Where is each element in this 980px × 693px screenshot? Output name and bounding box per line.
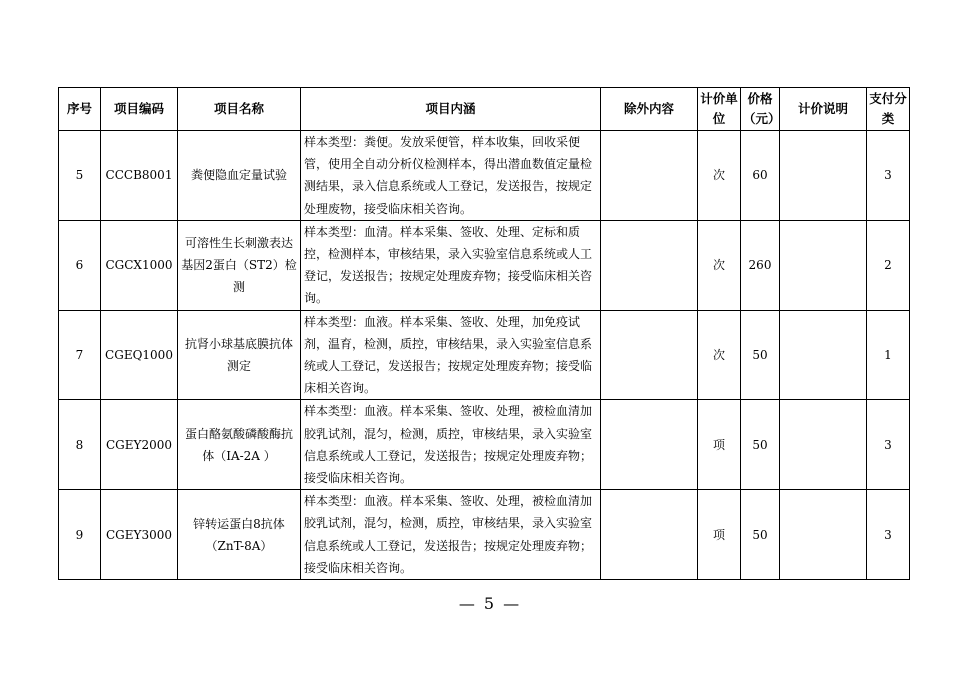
cell-name: 可溶性生长刺激表达基因2蛋白（ST2）检测 bbox=[178, 220, 301, 310]
cell-code: CCCB8001 bbox=[101, 131, 178, 221]
cell-name: 锌转运蛋白8抗体（ZnT-8A） bbox=[178, 490, 301, 580]
cell-note bbox=[780, 490, 867, 580]
cell-unit: 次 bbox=[698, 131, 741, 221]
cell-content: 样本类型：血液。样本采集、签收、处理，加免疫试剂，温育，检测，质控，审核结果，录入实验室信息系统或人工登记，发送报告；按规定处理废弃物；接受临床相关咨询。 bbox=[301, 310, 601, 400]
header-cell: 计价单位 bbox=[698, 88, 741, 131]
cell-note bbox=[780, 400, 867, 490]
cell-content: 样本类型：粪便。发放采便管，样本收集，回收采便管，使用全自动分析仪检测样本，得出潜血数值定量检测结果，录入信息系统或人工登记，发送报告，按规定处理废物，接受临床相关咨询。 bbox=[301, 131, 601, 221]
cell-unit: 项 bbox=[698, 400, 741, 490]
price-table bbox=[58, 87, 910, 580]
cell-pay: 3 bbox=[867, 131, 910, 221]
table-row bbox=[59, 220, 910, 310]
cell-price: 60 bbox=[741, 131, 780, 221]
cell-code: CGEQ1000 bbox=[101, 310, 178, 400]
table-row bbox=[59, 400, 910, 490]
cell-no: 9 bbox=[59, 490, 101, 580]
cell-pay: 2 bbox=[867, 220, 910, 310]
header-cell: 支付分类 bbox=[867, 88, 910, 131]
cell-unit: 次 bbox=[698, 220, 741, 310]
table-row bbox=[59, 131, 910, 221]
cell-note bbox=[780, 220, 867, 310]
header-cell: 除外内容 bbox=[601, 88, 698, 131]
cell-no: 6 bbox=[59, 220, 101, 310]
cell-unit: 次 bbox=[698, 310, 741, 400]
cell-no: 7 bbox=[59, 310, 101, 400]
cell-excluded bbox=[601, 131, 698, 221]
cell-code: CGEY2000 bbox=[101, 400, 178, 490]
page-number: — 5 — bbox=[458, 594, 522, 613]
cell-code: CGCX1000 bbox=[101, 220, 178, 310]
header-row bbox=[59, 88, 910, 131]
cell-no: 5 bbox=[59, 131, 101, 221]
cell-note bbox=[780, 310, 867, 400]
table-row bbox=[59, 490, 910, 580]
header-cell: 项目内涵 bbox=[301, 88, 601, 131]
header-cell: 项目编码 bbox=[101, 88, 178, 131]
cell-pay: 3 bbox=[867, 400, 910, 490]
cell-content: 样本类型：血液。样本采集、签收、处理，被检血清加胶乳试剂，混匀，检测，质控，审核结果，录入实验室信息系统或人工登记，发送报告；按规定处理废弃物；接受临床相关咨询。 bbox=[301, 400, 601, 490]
cell-note bbox=[780, 131, 867, 221]
cell-price: 260 bbox=[741, 220, 780, 310]
cell-name: 粪便隐血定量试验 bbox=[178, 131, 301, 221]
cell-price: 50 bbox=[741, 490, 780, 580]
cell-name: 蛋白酪氨酸磷酸酶抗体（IA-2A ） bbox=[178, 400, 301, 490]
cell-no: 8 bbox=[59, 400, 101, 490]
cell-excluded bbox=[601, 220, 698, 310]
cell-content: 样本类型：血液。样本采集、签收、处理，被检血清加胶乳试剂，混匀，检测，质控，审核结果，录入实验室信息系统或人工登记，发送报告；按规定处理废弃物；接受临床相关咨询。 bbox=[301, 490, 601, 580]
cell-name: 抗肾小球基底膜抗体测定 bbox=[178, 310, 301, 400]
cell-pay: 1 bbox=[867, 310, 910, 400]
header-cell: 计价说明 bbox=[780, 88, 867, 131]
cell-content: 样本类型：血清。样本采集、签收、处理、定标和质控，检测样本，审核结果，录入实验室信息系统或人工登记，发送报告；按规定处理废弃物；接受临床相关咨询。 bbox=[301, 220, 601, 310]
cell-excluded bbox=[601, 400, 698, 490]
cell-pay: 3 bbox=[867, 490, 910, 580]
cell-price: 50 bbox=[741, 310, 780, 400]
header-cell: 项目名称 bbox=[178, 88, 301, 131]
cell-unit: 项 bbox=[698, 490, 741, 580]
cell-excluded bbox=[601, 490, 698, 580]
header-cell: 价格（元） bbox=[741, 88, 780, 131]
cell-excluded bbox=[601, 310, 698, 400]
cell-code: CGEY3000 bbox=[101, 490, 178, 580]
table-row bbox=[59, 310, 910, 400]
header-cell: 序号 bbox=[59, 88, 101, 131]
cell-price: 50 bbox=[741, 400, 780, 490]
